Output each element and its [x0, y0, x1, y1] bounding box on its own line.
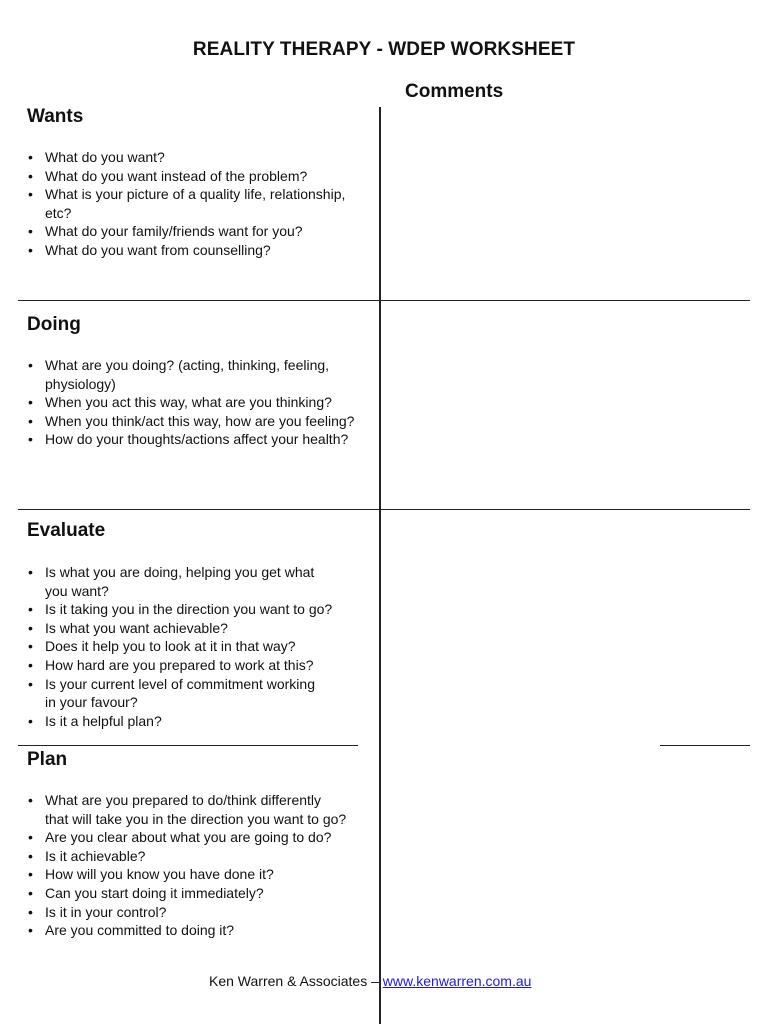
section-divider-evaluate-plan-right — [660, 745, 750, 746]
list-item: • What do you want instead of the problem? — [27, 167, 387, 186]
list-item: • How do your thoughts/actions affect your health? — [27, 430, 387, 449]
doing-question-list — [27, 356, 387, 449]
section-title-plan: Plan — [27, 749, 68, 770]
website-link[interactable]: www.kenwarren.com.au — [382, 973, 532, 989]
section-title-evaluate: Evaluate — [27, 520, 106, 541]
list-item: • Is it achievable? — [27, 847, 387, 866]
list-item: • Can you start doing it immediately? — [27, 884, 387, 903]
section-title-wants: Wants — [27, 106, 84, 127]
evaluate-question-list — [27, 563, 387, 730]
list-item: • What do your family/friends want for you? — [27, 222, 387, 241]
section-divider-doing-evaluate — [18, 509, 750, 510]
list-item: • What are you doing? (acting, thinking, feeling, physiology) — [27, 356, 387, 393]
list-item: • Is it in your control? — [27, 903, 387, 922]
section-divider-evaluate-plan-left — [18, 745, 358, 746]
list-item: • When you think/act this way, how are you feeling? — [27, 412, 387, 431]
footer-text: Ken Warren & Associates – — [209, 973, 383, 989]
list-item: • How hard are you prepared to work at this? — [27, 656, 387, 675]
footer — [209, 973, 531, 989]
page-title: REALITY THERAPY - WDEP WORKSHEET — [192, 39, 576, 60]
list-item: • When you act this way, what are you thinking? — [27, 393, 387, 412]
plan-question-list — [27, 791, 387, 940]
list-item: • What do you want from counselling? — [27, 241, 387, 260]
wants-question-list — [27, 148, 387, 260]
list-item: • Is it taking you in the direction you want to go? — [27, 600, 387, 619]
section-divider-wants-doing — [18, 300, 750, 301]
list-item: • How will you know you have done it? — [27, 865, 387, 884]
list-item: • What do you want? — [27, 148, 387, 167]
list-item: • Does it help you to look at it in that way? — [27, 637, 387, 656]
list-item: • Are you committed to doing it? — [27, 921, 387, 940]
list-item: • Is what you are doing, helping you get what you want? — [27, 563, 387, 600]
section-title-doing: Doing — [27, 314, 81, 335]
list-item: • Is your current level of commitment working in your favour? — [27, 675, 387, 712]
comments-heading: Comments — [405, 81, 504, 102]
list-item: • Are you clear about what you are going to do? — [27, 828, 387, 847]
list-item: • Is it a helpful plan? — [27, 712, 387, 731]
list-item: • What are you prepared to do/think differently that will take you in the direction you want to go? — [27, 791, 387, 828]
list-item: • What is your picture of a quality life, relationship, etc? — [27, 185, 387, 222]
list-item: • Is what you want achievable? — [27, 619, 387, 638]
